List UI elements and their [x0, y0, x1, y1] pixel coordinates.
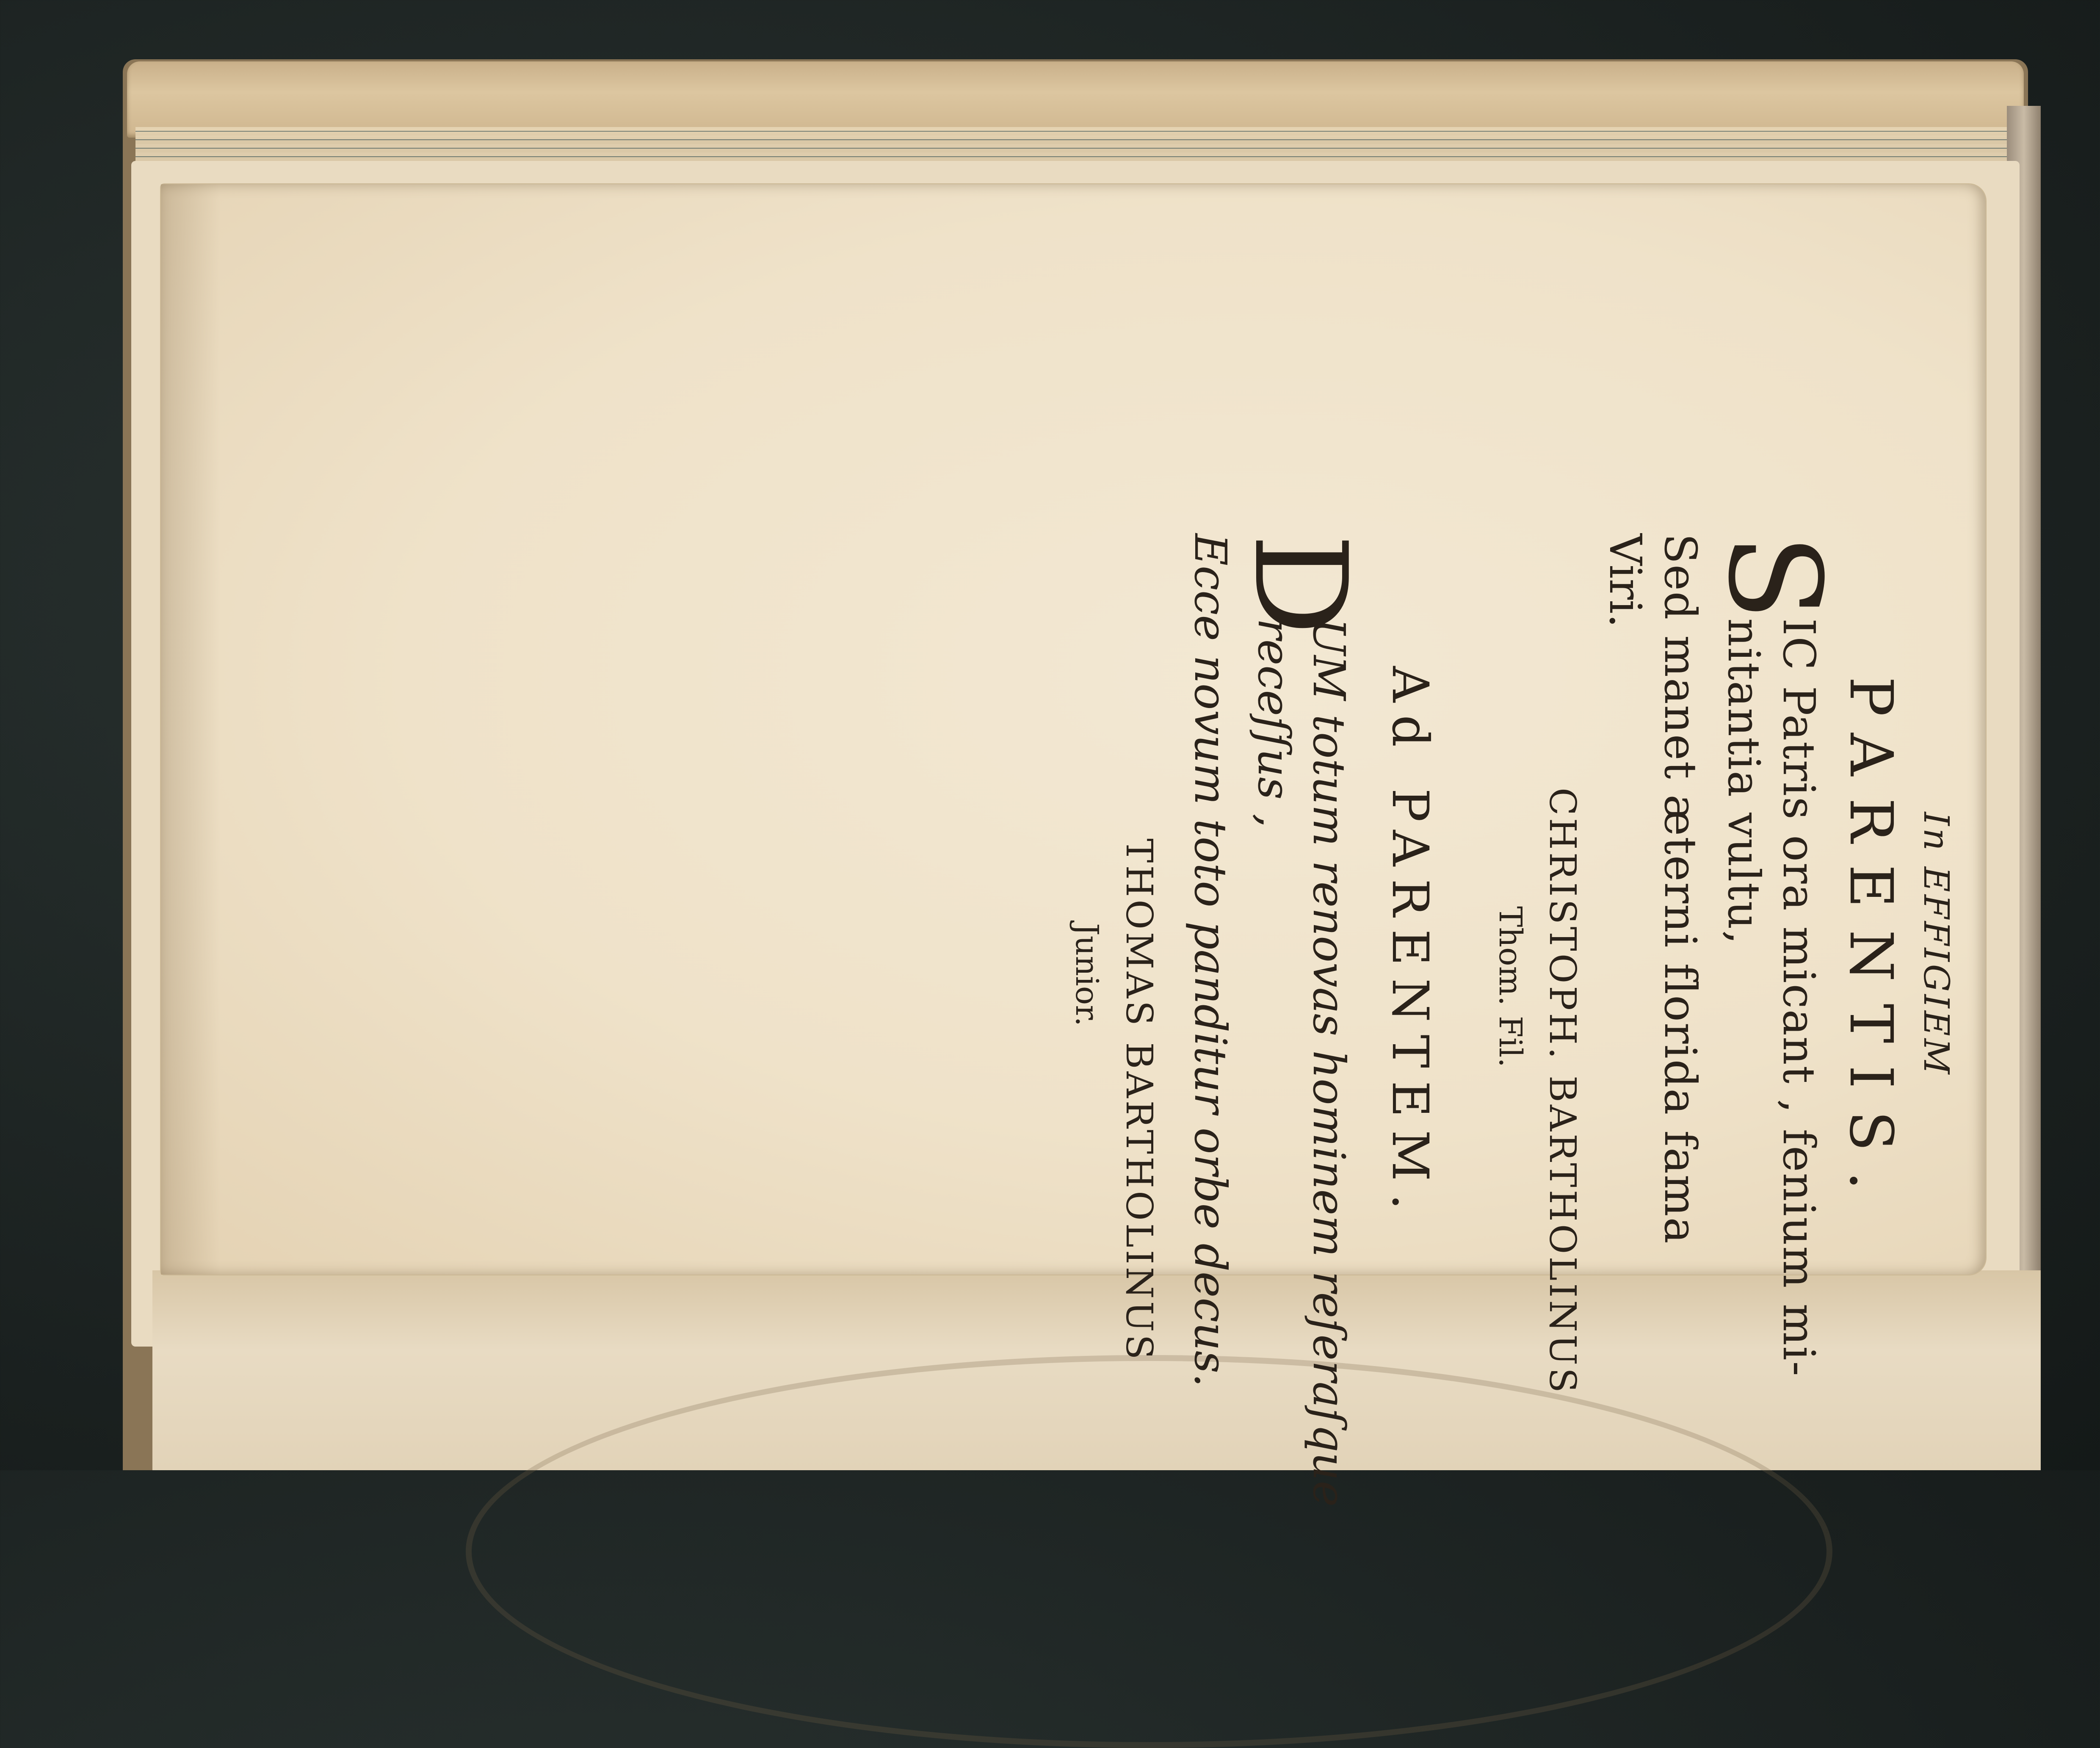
signature-christoph-sub: Thom. Fil.	[1492, 906, 1528, 1068]
poem2-line2: receſſus ,	[1248, 618, 1300, 828]
drop-cap-s: S	[1700, 534, 1848, 621]
poem1-line1: IC Patris ora micant , fenium mi-	[1773, 618, 1825, 1377]
page-text	[432, 500, 1956, 1507]
poem2-line1: UM totum renovas hominem reſeraſque	[1303, 618, 1355, 1507]
signature-christoph: CHRISTOPH. BARTHOLINUS	[1541, 788, 1583, 1395]
drop-cap-d: D	[1226, 534, 1374, 636]
facing-page-engraving-trace	[466, 1355, 1832, 1748]
book-top-edge	[127, 61, 2024, 138]
poem1-line3: Sed manet æterni florida fama	[1655, 534, 1706, 1245]
signature-thomas: THOMAS BARTHOLINUS	[1118, 838, 1160, 1362]
heading-in-effigiem: In EFFIGIEM	[1916, 812, 1956, 1077]
poem1-line4: Viri.	[1600, 534, 1651, 628]
heading-ad-parentem: Ad PARENTEM.	[1381, 666, 1440, 1222]
heading-parentis: PARENTIS.	[1836, 676, 1905, 1212]
signature-thomas-sub: Junior.	[1069, 923, 1105, 1026]
poem1-line2: nitantia vultu,	[1718, 618, 1770, 945]
poem2-line3: Ecce novum toto panditur orbe decus.	[1185, 534, 1236, 1388]
